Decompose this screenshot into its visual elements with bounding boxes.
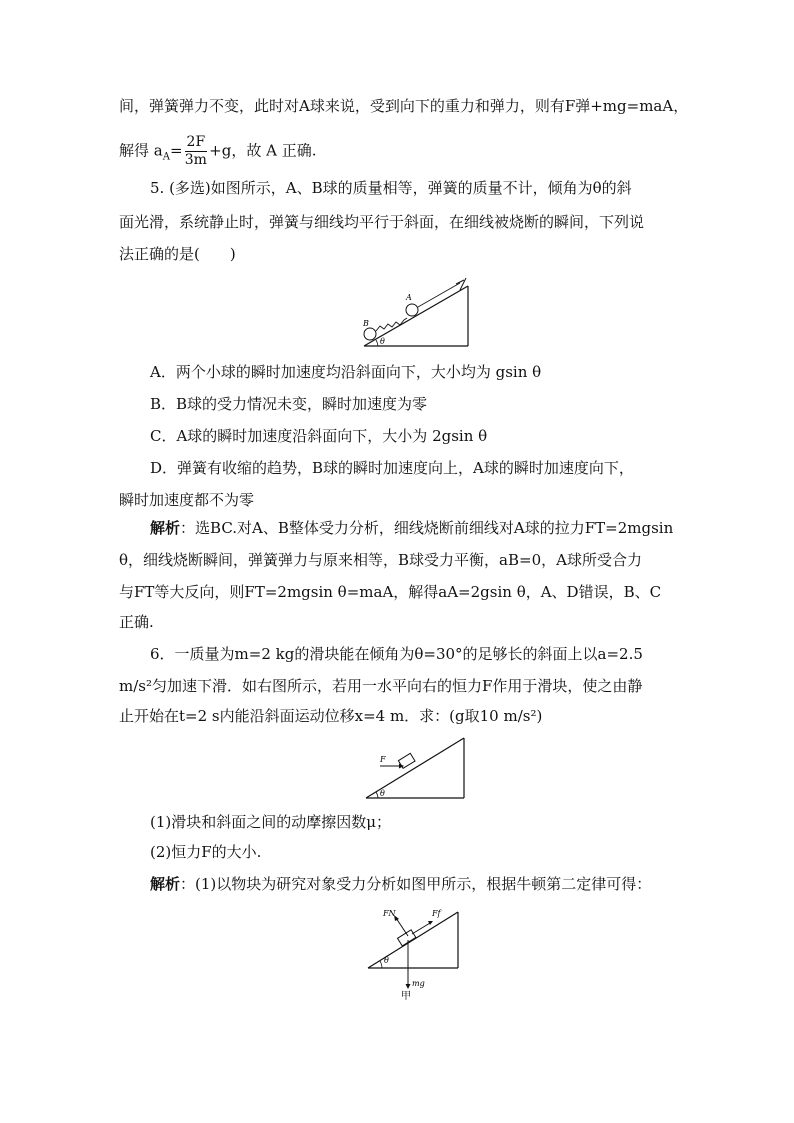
option-a: A．两个小球的瞬时加速度均沿斜面向下，大小均为 gsin θ	[150, 363, 542, 381]
analysis-6-line-1	[150, 874, 651, 894]
question-6-line-2: m/s²匀加速下滑．如右图所示，若用一水平向右的恒力F作用于滑块，使之由静	[119, 677, 643, 695]
subscript-a: A	[162, 151, 170, 163]
analysis-5-text-1: ：选BC.对A、B整体受力分析，细线烧断前细线对A球的拉力FT=2mgsin	[180, 519, 674, 537]
text-line-1: 间，弹簧弹力不变，此时对A球来说，受到向下的重力和弹力，则有F弹+mg=maA，	[119, 97, 689, 115]
figure-incline-springs	[356, 270, 472, 352]
question-5-line-3: 法正确的是( )	[119, 245, 236, 263]
question-6-sub-1: (1)滑块和斜面之间的动摩擦因数μ；	[150, 813, 391, 831]
analysis-5-line-1	[150, 518, 673, 538]
fig3-theta-label: θ	[384, 956, 389, 965]
fig1-a-label: A	[406, 293, 412, 302]
analysis-5-line-4: 正确.	[119, 613, 154, 631]
analysis-6-text-1: ：(1)以物块为研究对象受力分析如图甲所示，根据牛顿第二定律可得：	[180, 875, 652, 893]
question-6-sub-2: (2)恒力F的大小.	[150, 843, 262, 861]
fig3-mg-label: mg	[412, 979, 425, 988]
fig3-fn-label: FN	[383, 909, 396, 918]
fig2-f-label: F	[380, 755, 386, 764]
question-6-line-3: 止开始在t=2 s内能沿斜面运动位移x=4 m．求：(g取10 m/s²)	[119, 707, 543, 725]
fraction	[185, 134, 208, 169]
text-line-2	[119, 134, 316, 169]
equals: =	[169, 141, 183, 160]
option-b: B．B球的受力情况未变，瞬时加速度为零	[150, 395, 428, 413]
figure-incline-force	[362, 734, 468, 804]
option-d-line-2: 瞬时加速度都不为零	[119, 491, 255, 509]
fraction-numerator: 2F	[186, 134, 206, 150]
analysis-5-line-2: θ，细线烧断瞬间，弹簧弹力与原来相等，B球受力平衡，aB=0，A球所受合力	[119, 551, 642, 569]
question-6-line-1: 6．一质量为m=2 kg的滑块能在倾角为θ=30°的足够长的斜面上以a=2.5	[150, 645, 643, 663]
fig1-theta-label: θ	[380, 337, 385, 346]
analysis-5-line-3: 与FT等大反向，则FT=2mgsin θ=maA，解得aA=2gsin θ，A、D错误，B、C	[119, 583, 662, 601]
analysis-6-label: 解析	[150, 875, 181, 893]
fig1-b-label: B	[363, 319, 369, 328]
fig3-ff-label: Ff	[432, 909, 441, 918]
fig2-theta-label: θ	[380, 789, 385, 798]
question-5-line-2: 面光滑，系统静止时，弹簧与细线均平行于斜面，在细线被烧断的瞬间，下列说	[119, 213, 645, 231]
fig3-caption: 甲	[401, 991, 411, 1002]
figure-force-diagram	[364, 900, 464, 1002]
fraction-denominator: 3m	[184, 152, 207, 168]
question-5-line-1: 5. (多选)如图所示，A、B球的质量相等，弹簧的质量不计，倾角为θ的斜	[150, 179, 632, 197]
solve-text: 解得 a	[119, 141, 163, 160]
option-d-line-1: D．弹簧有收缩的趋势，B球的瞬时加速度向上，A球的瞬时加速度向下，	[150, 459, 634, 477]
solve-tail: +g，故 A 正确.	[209, 141, 317, 160]
option-c: C．A球的瞬时加速度沿斜面向下，大小为 2gsin θ	[150, 427, 488, 445]
analysis-label: 解析	[150, 519, 181, 537]
